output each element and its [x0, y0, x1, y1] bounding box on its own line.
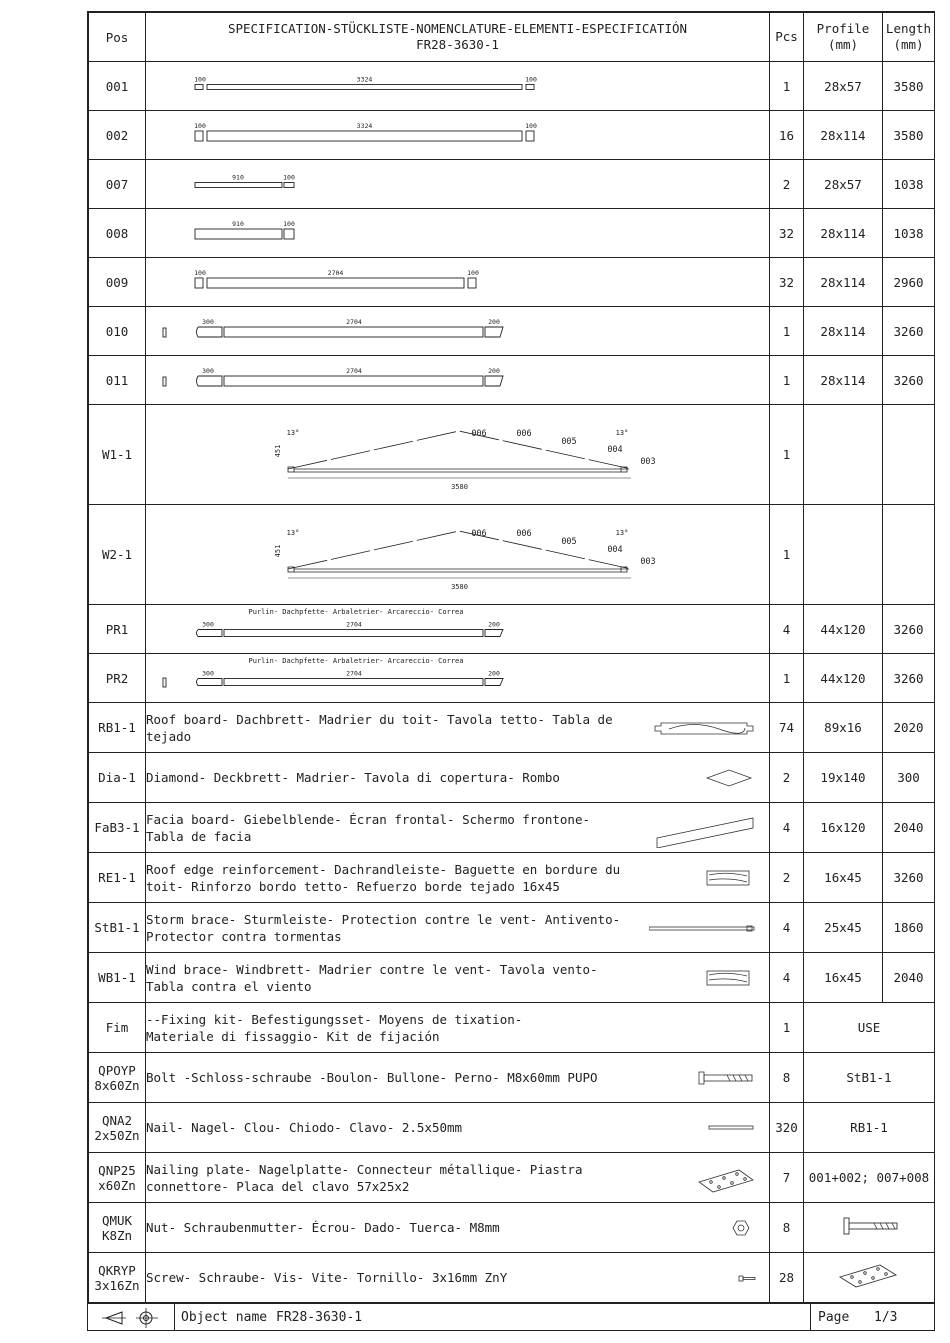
quantity: 2 [770, 853, 804, 903]
piece-drawing [146, 62, 770, 110]
lumber-body [207, 85, 522, 90]
drawing-cell [146, 654, 770, 703]
position-code: 010 [89, 307, 146, 356]
hardware-row [89, 1103, 935, 1153]
member-label: 006 [471, 528, 487, 539]
dim-label-middle: 2704 [346, 669, 362, 678]
piece-drawing [146, 160, 770, 208]
piece-drawing [146, 356, 770, 404]
profile: 28x114 [804, 356, 883, 405]
lumber-body [224, 679, 483, 686]
hardware-row [89, 1003, 935, 1053]
dim-label-left: 300 [202, 318, 214, 326]
quantity: 16 [770, 111, 804, 160]
tongue-groove-board-icon [649, 708, 759, 748]
member-label: 006 [516, 528, 532, 539]
position-code: 002 [89, 111, 146, 160]
length: 3580 [883, 111, 935, 160]
length: 2960 [883, 258, 935, 307]
lumber-end-left [197, 376, 223, 386]
bolt-icon [649, 1058, 759, 1098]
header-pcs: Pcs [770, 13, 804, 62]
header-profile [804, 13, 883, 62]
lumber-drawing [197, 608, 504, 637]
position-code: Dia-1 [89, 753, 146, 803]
member-label: 006 [516, 428, 532, 439]
member-label: 004 [607, 444, 623, 455]
used-with: RB1-1 [850, 1120, 888, 1135]
spec-row [89, 209, 935, 258]
header-row [89, 13, 935, 62]
spec-row [89, 505, 935, 605]
lumber-drawing [195, 220, 295, 239]
profile [804, 405, 883, 505]
specification-table [88, 12, 935, 1303]
spec-row [89, 753, 935, 803]
header-length [883, 13, 935, 62]
storm-brace-icon [649, 908, 759, 948]
lumber-body [224, 376, 483, 386]
profile: 16x45 [804, 853, 883, 903]
description-wrap [146, 758, 769, 798]
hardware-row [89, 1153, 935, 1203]
header-profile-unit: (mm) [827, 37, 859, 52]
quantity: 1 [770, 505, 804, 605]
dim-label-right: 200 [488, 367, 500, 375]
length [883, 505, 935, 605]
drawing-cell [146, 258, 770, 307]
lumber-body [224, 327, 483, 337]
header-length-unit: (mm) [893, 37, 924, 52]
profile: 28x57 [804, 62, 883, 111]
spec-row [89, 258, 935, 307]
description-wrap [146, 1208, 769, 1248]
quantity: 8 [770, 1053, 804, 1103]
lumber-end-left [197, 679, 223, 686]
length: 3260 [883, 307, 935, 356]
angle-label-right: 13° [615, 528, 629, 537]
quantity: 2 [770, 753, 804, 803]
dim-label-right: 200 [488, 318, 500, 326]
length: 3260 [883, 654, 935, 703]
page-number: 1/3 [874, 1310, 898, 1325]
position-code: RB1-1 [89, 703, 146, 753]
spec-row [89, 62, 935, 111]
spec-row [89, 111, 935, 160]
quantity: 7 [770, 1153, 804, 1203]
footer-divider [810, 1304, 811, 1331]
truss-drawing [274, 529, 656, 591]
lumber-drawing [195, 174, 295, 188]
description-cell [146, 1153, 770, 1203]
position-code: RE1-1 [89, 853, 146, 903]
dim-label-middle: 2704 [327, 269, 344, 277]
description-wrap [146, 1058, 769, 1098]
spec-row [89, 853, 935, 903]
screw-icon [649, 1258, 759, 1298]
profile: 28x114 [804, 209, 883, 258]
description-wrap [146, 1258, 769, 1298]
position-code: QNA2 2x50Zn [89, 1103, 146, 1153]
description-cell [146, 803, 770, 853]
dim-label-right: 100 [525, 75, 537, 84]
description-wrap [146, 708, 769, 748]
member-label: 003 [640, 556, 656, 567]
title-line-1: SPECIFICATION-STÜCKLISTE-NOMENCLATURE-ELEMENTI-ESPECIFICATIÓN [227, 21, 688, 36]
position-code: QMUK K8Zn [89, 1203, 146, 1253]
description-text: Storm brace- Sturmleiste- Protection contre le vent- Antivento- Protector contra tormentas [146, 911, 621, 944]
profile: 28x57 [804, 160, 883, 209]
dim-label-left: 300 [202, 620, 214, 629]
lumber-drawing [163, 318, 503, 337]
use-cell [804, 1153, 935, 1203]
spec-row [89, 307, 935, 356]
member-label: 006 [471, 428, 487, 439]
description-wrap [146, 1011, 769, 1045]
quantity: 1 [770, 307, 804, 356]
use-cell [804, 1203, 935, 1253]
piece-caption: Purlin- Dachpfette- Arbaletrier- Arcareccio- Correa [248, 657, 464, 665]
lumber-end-right [485, 630, 503, 637]
profile: 28x114 [804, 307, 883, 356]
description-wrap [146, 858, 769, 898]
spec-row [89, 903, 935, 953]
truss-drawing [274, 429, 656, 491]
description-text: Bolt -Schloss-schraube -Boulon- Bullone- Perno- M8x60mm PUPO [146, 1070, 598, 1085]
dim-label-left: 100 [194, 269, 206, 277]
position-code: W1-1 [89, 405, 146, 505]
profile-section [163, 377, 166, 386]
spec-row [89, 405, 935, 505]
profile: 44x120 [804, 654, 883, 703]
length: 3580 [883, 62, 935, 111]
span-label: 3580 [451, 582, 468, 591]
description-text: Nail- Nagel- Clou- Chiodo- Clavo- 2.5x50mm [146, 1120, 463, 1135]
dim-label-middle: 2704 [346, 620, 362, 629]
length: 1860 [883, 903, 935, 953]
length [883, 405, 935, 505]
description-text: Nut- Schraubenmutter- Écrou- Dado- Tuerca- M8mm [146, 1220, 500, 1235]
projection-symbol-icon [102, 1307, 162, 1329]
piece-drawing [146, 605, 770, 653]
piece-drawing [146, 258, 770, 306]
dim-label-left: 100 [194, 75, 206, 84]
height-label: 451 [274, 544, 282, 557]
quantity: 4 [770, 903, 804, 953]
description-wrap [146, 1108, 769, 1148]
position-code: FaB3-1 [89, 803, 146, 853]
piece-drawing [146, 506, 770, 604]
dim-label-right: 200 [488, 620, 500, 629]
wood-block-icon [649, 858, 759, 898]
member-label: 005 [561, 436, 577, 447]
quantity: 4 [770, 605, 804, 654]
piece-caption: Purlin- Dachpfette- Arbaletrier- Arcareccio- Correa [248, 608, 464, 616]
header-pos: Pos [89, 13, 146, 62]
quantity: 320 [770, 1103, 804, 1153]
object-name-label: Object name [181, 1310, 268, 1325]
piece-drawing [146, 406, 770, 504]
quantity: 1 [770, 405, 804, 505]
used-with: StB1-1 [846, 1070, 892, 1085]
drawing-cell [146, 209, 770, 258]
lumber-end-right [526, 131, 534, 141]
description-cell [146, 753, 770, 803]
lumber-drawing [194, 122, 537, 141]
title-line-2: FR28-3630-1 [416, 37, 499, 52]
description-text: Diamond- Deckbrett- Madrier- Tavola di copertura- Rombo [146, 770, 560, 785]
description-text: Wind brace- Windbrett- Madrier contre le vent- Tavola vento- Tabla contra el viento [146, 961, 598, 994]
nut-icon [649, 1208, 759, 1248]
quantity: 28 [770, 1253, 804, 1303]
length: 2040 [883, 803, 935, 853]
lumber-drawing [163, 657, 503, 687]
dim-label-right: 100 [283, 220, 295, 228]
nail-icon [649, 1108, 759, 1148]
drawing-cell [146, 405, 770, 505]
length: 2040 [883, 953, 935, 1003]
quantity: 8 [770, 1203, 804, 1253]
quantity: 32 [770, 258, 804, 307]
span-label: 3580 [451, 482, 468, 491]
length: 1038 [883, 160, 935, 209]
used-with: USE [857, 1020, 881, 1035]
description-cell [146, 1053, 770, 1103]
dim-label-right: 100 [525, 122, 537, 130]
lumber-end-right [468, 278, 476, 288]
description-text: Roof edge reinforcement- Dachrandleiste- Baguette en bordure du toit- Rinforzo bordo tetto- Refuerzo borde tejado 16x45 [146, 861, 621, 894]
member-label: 005 [561, 536, 577, 547]
quantity: 74 [770, 703, 804, 753]
position-code: PR1 [89, 605, 146, 654]
description-wrap [146, 958, 769, 998]
used-with: 001+002; 007+008 [808, 1170, 930, 1185]
position-code: 001 [89, 62, 146, 111]
truss-top-chord [286, 428, 631, 469]
specification-sheet [87, 11, 935, 1331]
position-code: 008 [89, 209, 146, 258]
description-cell [146, 853, 770, 903]
nailing-plate-icon [834, 1261, 904, 1291]
lumber-drawing [163, 367, 503, 386]
lumber-body [224, 630, 483, 637]
description-cell [146, 1253, 770, 1303]
description-text: Facia board- Giebelblende- Écran frontal- Schermo frontone- Tabla de facia [146, 811, 591, 844]
lumber-end-left [195, 131, 203, 141]
lumber-drawing [194, 76, 537, 90]
drawing-cell [146, 111, 770, 160]
truss-top-chord [286, 528, 631, 569]
facia-board-icon [649, 808, 759, 848]
description-cell [146, 1203, 770, 1253]
use-cell [804, 1103, 935, 1153]
lumber-body [195, 229, 282, 239]
use-cell [804, 1053, 935, 1103]
nailing-plate-icon [649, 1158, 759, 1198]
profile: 16x45 [804, 953, 883, 1003]
hardware-row [89, 1253, 935, 1303]
lumber-end-left [197, 327, 223, 337]
length: 3260 [883, 853, 935, 903]
length: 300 [883, 753, 935, 803]
dim-label-left: 300 [202, 669, 214, 678]
spec-row [89, 356, 935, 405]
wood-block-icon [649, 958, 759, 998]
spec-row [89, 703, 935, 753]
member-label: 003 [640, 456, 656, 467]
quantity: 1 [770, 62, 804, 111]
header-length-label: Length [885, 21, 932, 36]
description-cell [146, 903, 770, 953]
dim-label-middle: 3324 [356, 75, 373, 84]
dim-label-right: 200 [488, 669, 500, 678]
profile: 19x140 [804, 753, 883, 803]
dim-label-right: 100 [283, 173, 295, 182]
position-code: 009 [89, 258, 146, 307]
profile: 28x114 [804, 258, 883, 307]
quantity: 4 [770, 803, 804, 853]
position-code: Fim [89, 1003, 146, 1053]
position-code: PR2 [89, 654, 146, 703]
spec-row [89, 605, 935, 654]
description-text: Nailing plate- Nagelplatte- Connecteur métallique- Piastra connettore- Placa del clavo 57x25x2 [146, 1161, 583, 1194]
spec-row [89, 803, 935, 853]
piece-drawing [146, 654, 770, 702]
lumber-end-right [485, 679, 503, 686]
spec-row [89, 953, 935, 1003]
piece-drawing [146, 111, 770, 159]
quantity: 1 [770, 356, 804, 405]
dim-label-middle: 3324 [356, 122, 373, 130]
dim-label-middle: 2704 [346, 367, 362, 375]
position-code: WB1-1 [89, 953, 146, 1003]
member-label: 004 [607, 544, 623, 555]
quantity: 4 [770, 953, 804, 1003]
description-cell [146, 1003, 770, 1053]
length: 3260 [883, 605, 935, 654]
description-wrap [146, 908, 769, 948]
length: 1038 [883, 209, 935, 258]
drawing-cell [146, 356, 770, 405]
description-text: Screw- Schraube- Vis- Vite- Tornillo- 3x16mm ZnY [146, 1270, 508, 1285]
diamond-icon [649, 758, 759, 798]
lumber-body [207, 131, 522, 141]
profile [804, 505, 883, 605]
drawing-cell [146, 160, 770, 209]
profile: 25x45 [804, 903, 883, 953]
object-name-value: FR28-3630-1 [276, 1310, 363, 1325]
height-label: 451 [274, 444, 282, 457]
use-cell [804, 1003, 935, 1053]
profile: 44x120 [804, 605, 883, 654]
spec-row [89, 160, 935, 209]
lumber-end-left [197, 630, 223, 637]
profile: 89x16 [804, 703, 883, 753]
header-title [146, 13, 770, 62]
piece-drawing [146, 209, 770, 257]
description-wrap [146, 1158, 769, 1198]
position-code: 007 [89, 160, 146, 209]
piece-drawing [146, 307, 770, 355]
profile: 28x114 [804, 111, 883, 160]
lumber-end-right [284, 229, 294, 239]
lumber-end-right [485, 376, 503, 386]
description-text: --Fixing kit- Befestigungsset- Moyens de tixation- Materiale di fissaggio- Kit de fijación [146, 1011, 523, 1044]
profile-section [163, 678, 166, 687]
angle-label-left: 13° [286, 528, 300, 537]
angle-label-right: 13° [615, 428, 629, 437]
description-cell [146, 953, 770, 1003]
lumber-body [207, 278, 464, 288]
hardware-row [89, 1053, 935, 1103]
drawing-cell [146, 505, 770, 605]
quantity: 1 [770, 1003, 804, 1053]
footer [88, 1303, 934, 1331]
quantity: 32 [770, 209, 804, 258]
spec-row [89, 654, 935, 703]
dim-label-right: 100 [467, 269, 479, 277]
drawing-cell [146, 307, 770, 356]
description-cell [146, 1103, 770, 1153]
header-profile-label: Profile [816, 21, 870, 36]
dim-label-left: 910 [232, 173, 244, 182]
drawing-cell [146, 62, 770, 111]
length: 2020 [883, 703, 935, 753]
position-code: W2-1 [89, 505, 146, 605]
angle-label-left: 13° [286, 428, 300, 437]
dim-label-left: 910 [232, 220, 244, 228]
lumber-end-right [485, 327, 503, 337]
description-wrap [146, 808, 769, 848]
length: 3260 [883, 356, 935, 405]
profile-section [163, 328, 166, 337]
position-code: QKRYP 3x16Zn [89, 1253, 146, 1303]
dim-label-left: 300 [202, 367, 214, 375]
position-code: QPOYP 8x60Zn [89, 1053, 146, 1103]
quantity: 1 [770, 654, 804, 703]
profile: 16x120 [804, 803, 883, 853]
dim-label-left: 100 [194, 122, 206, 130]
drawing-cell [146, 605, 770, 654]
description-cell [146, 703, 770, 753]
use-cell [804, 1253, 935, 1303]
lumber-end-right [526, 85, 534, 90]
lumber-body [195, 183, 282, 188]
lumber-end-left [195, 85, 203, 90]
page-label: Page [818, 1310, 850, 1325]
position-code: 011 [89, 356, 146, 405]
footer-divider [174, 1304, 175, 1331]
bolt-assembly-icon [834, 1211, 904, 1241]
lumber-end-left [195, 278, 203, 288]
lumber-end-right [284, 183, 294, 188]
position-code: StB1-1 [89, 903, 146, 953]
lumber-drawing [194, 269, 479, 288]
hardware-row [89, 1203, 935, 1253]
description-text: Roof board- Dachbrett- Madrier du toit- Tavola tetto- Tabla de tejado [146, 711, 613, 744]
quantity: 2 [770, 160, 804, 209]
dim-label-middle: 2704 [346, 318, 362, 326]
position-code: QNP25 x60Zn [89, 1153, 146, 1203]
